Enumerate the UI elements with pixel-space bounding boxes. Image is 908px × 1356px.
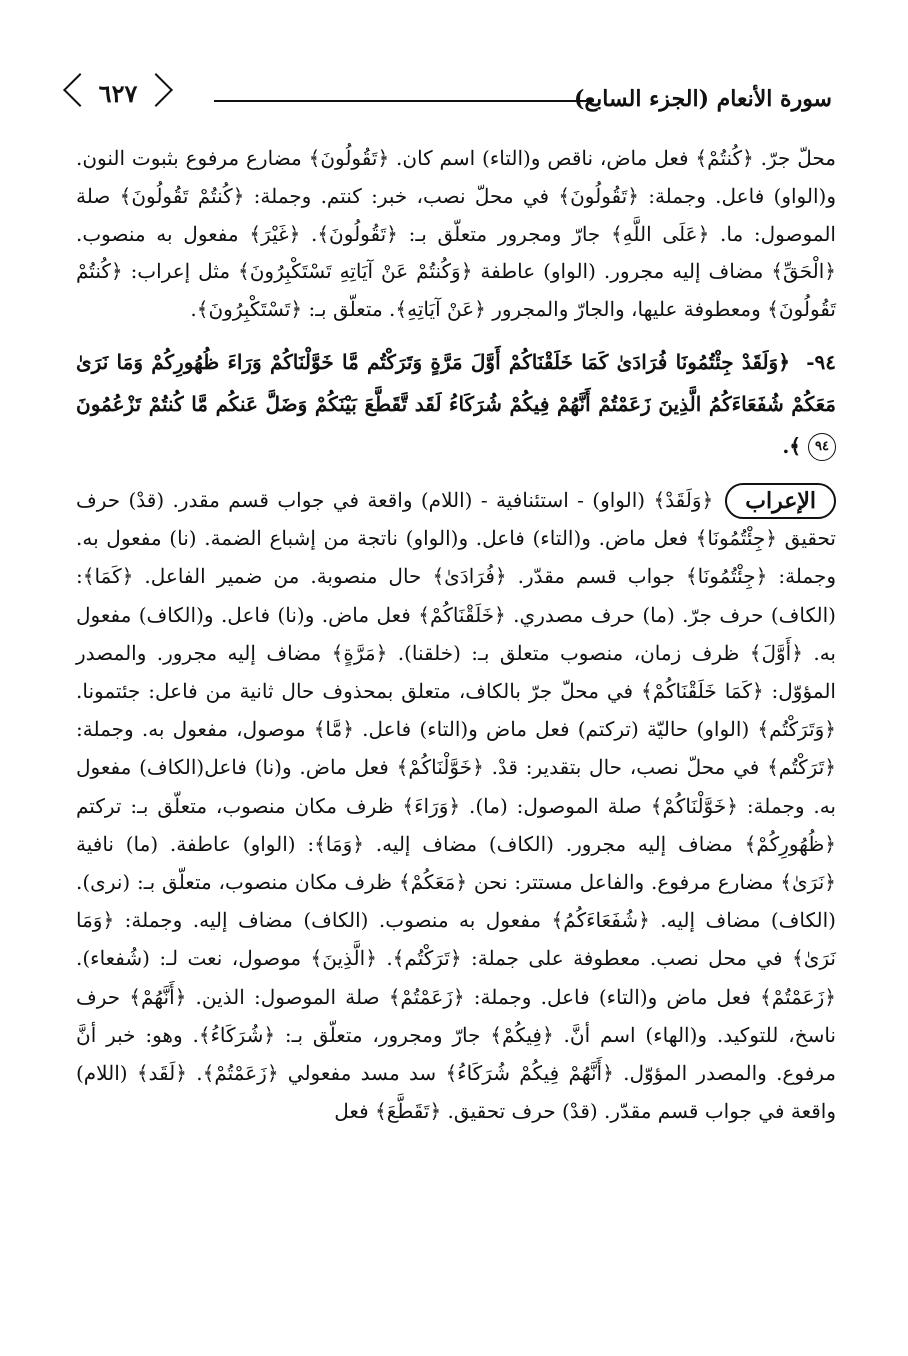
page-number xyxy=(72,70,164,116)
page-content xyxy=(76,140,836,1130)
irab-label: الإعراب xyxy=(725,483,836,519)
page-header xyxy=(64,64,844,124)
header-rule xyxy=(214,100,594,102)
ayah-marker: ٩٤ xyxy=(808,433,836,461)
running-title: سورة الأنعام (الجزء السابع) xyxy=(574,86,832,112)
irab-paragraph: ﴿وَلَقَدْ﴾ (الواو) - استئنافية - (اللام) واقعة في جواب قسم مقدر. (قدْ) حرف تحقيق ﴿جِئْتُمُونَا﴾ فعل ماض. و(التاء) فاعل. و(الواو) ناتجة من إشباع الضمة. (نا) مفعول به. وجملة: ﴿جِئْتُمُونَا﴾ جواب قسم مقدّر. ﴿فُرَادَىٰ﴾ حال منصوبة. من ضمير الفاعل. ﴿كَمَا﴾: (الكاف) حرف جرّ. (ما) حرف مصدري. ﴿خَلَقْنَاكُمْ﴾ فعل ماض. و(نا) فاعل. و(الكاف) مفعول به. ﴿أَوَّلَ﴾ ظرف زمان، منصوب متعلق بـ: (خلقنا). ﴿مَرَّةٍ﴾ مضاف إليه مجرور. والمصدر المؤوّل: ﴿كَمَا خَلَقْنَاكُمْ﴾ في محلّ جرّ بالكاف، متعلق بمحذوف حال ثانية من فاعل: جئتمونا. ﴿وَتَرَكْتُم﴾ (الواو) حاليّة (تركتم) فعل ماض و(التاء) فاعل. ﴿مَّا﴾ موصول، مفعول به. وجملة: ﴿تَرَكْتُم﴾ في محلّ نصب، حال بتقدير: قدْ. ﴿خَوَّلْنَاكُمْ﴾ فعل ماض. و(نا) فاعل(الكاف) مفعول به. وجملة: ﴿خَوَّلْنَاكُمْ﴾ صلة الموصول: (ما). ﴿وَرَاءَ﴾ ظرف مكان منصوب، متعلّق بـ: تركتم ﴿ظُهُورِكُمْ﴾ مضاف إليه مجرور. (الكاف) مضاف إليه. ﴿وَمَا﴾: (الواو) عاطفة. (ما) نافية ﴿نَرَىٰ﴾ مضارع مرفوع. والفاعل مستتر: نحن ﴿مَعَكُمْ﴾ ظرف مكان منصوب، متعلّق بـ: (نرى). (الكاف) مضاف إليه. ﴿شُفَعَاءَكُمُ﴾ مفعول به منصوب. (الكاف) مضاف إليه. وجملة: ﴿وَمَا نَرَىٰ﴾ في محل نصب. معطوفة على جملة: ﴿تَرَكْتُم﴾. ﴿الَّذِينَ﴾ موصول، نعت لـ: (شُفعاء). ﴿زَعَمْتُمْ﴾ فعل ماض و(التاء) فاعل. وجملة: ﴿زَعَمْتُمْ﴾ صلة الموصول: الذين. ﴿أَنَّهُمْ﴾ حرف ناسخ، للتوكيد. و(الهاء) اسم أنَّ. ﴿فِيكُمْ﴾ جارّ ومجرور، متعلّق بـ: ﴿شُرَكَاءُ﴾. وهو: خبر أنَّ مرفوع. والمصدر المؤوّل. ﴿أَنَّهُمْ فِيكُمْ شُرَكَاءُ﴾ سد مسد مفعولي ﴿زَعَمْتُمْ﴾. ﴿لَقَد﴾ (اللام) واقعة في جواب قسم مقدّر. (قدْ) حرف تحقيق. ﴿تَقَطَّعَ﴾ فعل xyxy=(76,487,836,1124)
top-paragraph: محلّ جرّ. ﴿كُنتُمْ﴾ فعل ماض، ناقص و(التاء) اسم كان. ﴿تَقُولُونَ﴾ مضارع مرفوع بثبوت النون. و(الواو) فاعل. وجملة: ﴿تَقُولُونَ﴾ في محلّ نصب، خبر: كنتم. وجملة: ﴿كُنتُمْ تَقُولُونَ﴾ صلة الموصول: ما. ﴿عَلَى اللَّهِ﴾ جارّ ومجرور متعلّق بـ: ﴿تَقُولُونَ﴾. ﴿غَيْرَ﴾ مفعول به منصوب. ﴿الْحَقِّ﴾ مضاف إليه مجرور. (الواو) عاطفة ﴿وَكُنتُمْ عَنْ آيَاتِهِ تَسْتَكْبِرُونَ﴾ مثل إعراب: ﴿كُنتُمْ تَقُولُونَ﴾ ومعطوفة عليها، والجارّ والمجرور ﴿عَنْ آيَاتِهِ﴾. متعلّق بـ: ﴿تَسْتَكْبِرُونَ﴾. xyxy=(76,146,836,322)
irab-section xyxy=(76,481,836,1130)
verse-block xyxy=(76,341,836,467)
verse-number: ٩٤- xyxy=(806,349,836,374)
page-number-text: ٦٢٧ xyxy=(98,78,138,108)
verse-text: ﴿وَلَقَدْ جِئْتُمُونَا فُرَادَىٰ كَمَا خَلَقْنَاكُمْ أَوَّلَ مَرَّةٍ وَتَرَكْتُم مَّا خَوَّلْنَاكُمْ وَرَاءَ ظُهُورِكُمْ وَمَا نَرَىٰ مَعَكُمْ شُفَعَاءَكُمُ الَّذِينَ زَعَمْتُمْ أَنَّهُمْ فِيكُمْ شُرَكَاءُ لَقَد تَّقَطَّعَ بَيْنَكُمْ وَضَلَّ عَنكُم مَّا كُنتُمْ تَزْعُمُونَ xyxy=(76,349,836,416)
verse-close: ﴾. xyxy=(782,433,802,458)
